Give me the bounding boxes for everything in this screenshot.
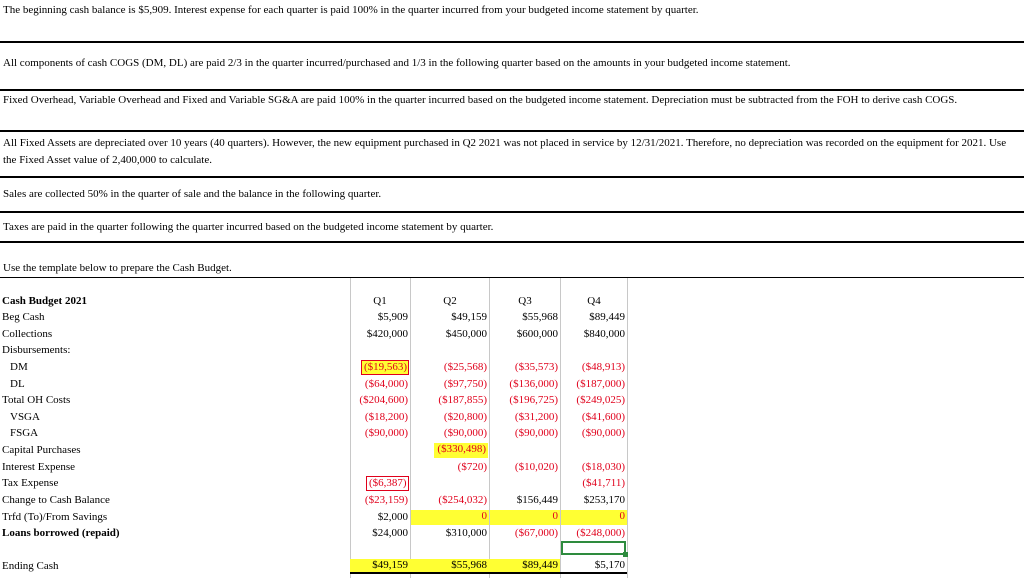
- cell-ending-q4[interactable]: $5,170: [560, 559, 627, 574]
- header-q3: Q3: [518, 295, 532, 307]
- cell-beg-cash-q4[interactable]: $89,449: [589, 311, 625, 323]
- cell-dm-q3[interactable]: ($35,573): [514, 361, 558, 373]
- cell-dl-q1[interactable]: ($64,000): [364, 378, 408, 390]
- row-label-fsga: FSGA: [10, 427, 39, 439]
- cell-ending-q2[interactable]: $55,968: [410, 559, 489, 574]
- cell-tax-q4[interactable]: ($41,711): [582, 477, 625, 489]
- cell-dm-q4[interactable]: ($48,913): [581, 361, 625, 373]
- cell-vsga-q3[interactable]: ($31,200): [514, 411, 558, 423]
- row-label-trfd: Trfd (To)/From Savings: [2, 511, 108, 523]
- cell-dl-q3[interactable]: ($136,000): [509, 378, 558, 390]
- cell-capital-q2[interactable]: ($330,498): [434, 443, 488, 458]
- cell-collections-q4[interactable]: $840,000: [583, 328, 625, 340]
- cell-change-q3[interactable]: $156,449: [516, 494, 558, 506]
- header-q4: Q4: [587, 295, 601, 307]
- row-label-ending: Ending Cash: [2, 560, 59, 572]
- cell-loans-q4[interactable]: ($248,000): [576, 527, 625, 539]
- cell-total-oh-q2[interactable]: ($187,855): [438, 394, 487, 406]
- cell-trfd-q1[interactable]: $2,000: [377, 511, 408, 523]
- cell-loans-q2[interactable]: $310,000: [445, 527, 487, 539]
- divider: [0, 241, 1024, 243]
- row-label-disbursements: Disbursements:: [2, 344, 71, 356]
- divider: [0, 89, 1024, 91]
- cell-interest-q2[interactable]: ($720): [457, 461, 487, 473]
- cell-interest-q4[interactable]: ($18,030): [581, 461, 625, 473]
- cell-dm-q1[interactable]: ($19,563): [361, 360, 409, 375]
- divider: [0, 176, 1024, 178]
- cell-trfd-q3[interactable]: 0: [490, 510, 560, 525]
- cell-interest-q3[interactable]: ($10,020): [514, 461, 558, 473]
- cell-dm-q2[interactable]: ($25,568): [443, 361, 487, 373]
- row-label-beg-cash: Beg Cash: [2, 311, 45, 323]
- cell-beg-cash-q3[interactable]: $55,968: [522, 311, 558, 323]
- cell-fsga-q1[interactable]: ($90,000): [364, 427, 408, 439]
- fill-handle[interactable]: [623, 552, 628, 557]
- cell-trfd-q4[interactable]: 0: [561, 510, 627, 525]
- header-q2: Q2: [443, 295, 457, 307]
- note-cogs: All components of cash COGS (DM, DL) are paid 2/3 in the quarter incurred/purchased and 1/3 in the following quarter based on the amounts in your budgeted income statement.: [3, 57, 791, 69]
- grid-col: [627, 278, 628, 578]
- cell-total-oh-q4[interactable]: ($249,025): [576, 394, 625, 406]
- note-template: Use the template below to prepare the Cash Budget.: [3, 262, 232, 274]
- row-label-total-oh: Total OH Costs: [2, 394, 71, 406]
- cell-tax-q1[interactable]: ($6,387): [366, 476, 409, 491]
- cell-collections-q2[interactable]: $450,000: [445, 328, 487, 340]
- divider: [0, 277, 1024, 278]
- cell-dl-q2[interactable]: ($97,750): [443, 378, 487, 390]
- note-taxes: Taxes are paid in the quarter following the quarter incurred based on the budgeted income statement by quarter.: [3, 221, 494, 233]
- cell-vsga-q2[interactable]: ($20,800): [443, 411, 487, 423]
- cell-change-q1[interactable]: ($23,159): [364, 494, 408, 506]
- cell-total-oh-q3[interactable]: ($196,725): [509, 394, 558, 406]
- row-label-dl: DL: [10, 378, 25, 390]
- cell-beg-cash-q2[interactable]: $49,159: [451, 311, 487, 323]
- cell-fsga-q4[interactable]: ($90,000): [581, 427, 625, 439]
- row-label-collections: Collections: [2, 328, 53, 340]
- selected-cell[interactable]: [561, 541, 626, 555]
- budget-title: Cash Budget 2021: [2, 295, 87, 307]
- cell-total-oh-q1[interactable]: ($204,600): [359, 394, 408, 406]
- cell-fsga-q2[interactable]: ($90,000): [443, 427, 487, 439]
- row-label-dm: DM: [10, 361, 28, 373]
- cell-vsga-q1[interactable]: ($18,200): [364, 411, 408, 423]
- cell-fsga-q3[interactable]: ($90,000): [514, 427, 558, 439]
- divider: [0, 211, 1024, 213]
- divider: [0, 130, 1024, 132]
- cell-loans-q1[interactable]: $24,000: [372, 527, 408, 539]
- note-overhead: Fixed Overhead, Variable Overhead and Fixed and Variable SG&A are paid 100% in the quarter incurred based on the budgeted income statement. Depreciation must be subtracted from the FOH to derive cash COGS.: [3, 94, 958, 106]
- row-label-interest: Interest Expense: [2, 461, 75, 473]
- cell-collections-q1[interactable]: $420,000: [366, 328, 408, 340]
- divider: [0, 41, 1024, 43]
- note-sales: Sales are collected 50% in the quarter of sale and the balance in the following quarter.: [3, 188, 382, 200]
- note-beginning-cash: The beginning cash balance is $5,909. Interest expense for each quarter is paid 100% in the quarter incurred from your budgeted income statement by quarter.: [3, 4, 699, 16]
- row-label-vsga: VSGA: [10, 411, 40, 423]
- header-q1: Q1: [373, 295, 387, 307]
- cell-trfd-q2[interactable]: 0: [411, 510, 489, 525]
- cell-beg-cash-q1[interactable]: $5,909: [377, 311, 408, 323]
- row-label-tax: Tax Expense: [2, 477, 59, 489]
- cell-change-q2[interactable]: ($254,032): [438, 494, 487, 506]
- cell-loans-q3[interactable]: ($67,000): [514, 527, 558, 539]
- cell-ending-q3[interactable]: $89,449: [489, 559, 560, 574]
- cell-vsga-q4[interactable]: ($41,600): [581, 411, 625, 423]
- cell-dl-q4[interactable]: ($187,000): [576, 378, 625, 390]
- row-label-capital: Capital Purchases: [2, 444, 81, 456]
- note-fixed-assets: All Fixed Assets are depreciated over 10 years (40 quarters). However, the new equipment purchased in Q2 2021 was not placed in service by 12/31/2021. Therefore, no depreciation was recorded on the equipment for 2021. Use the Fixed Asset value of 2,400,000 to calculate.: [3, 137, 1007, 166]
- cell-change-q4[interactable]: $253,170: [583, 494, 625, 506]
- cell-collections-q3[interactable]: $600,000: [516, 328, 558, 340]
- row-label-change: Change to Cash Balance: [2, 494, 110, 506]
- cell-ending-q1[interactable]: $49,159: [350, 559, 410, 574]
- row-label-loans: Loans borrowed (repaid): [2, 527, 120, 539]
